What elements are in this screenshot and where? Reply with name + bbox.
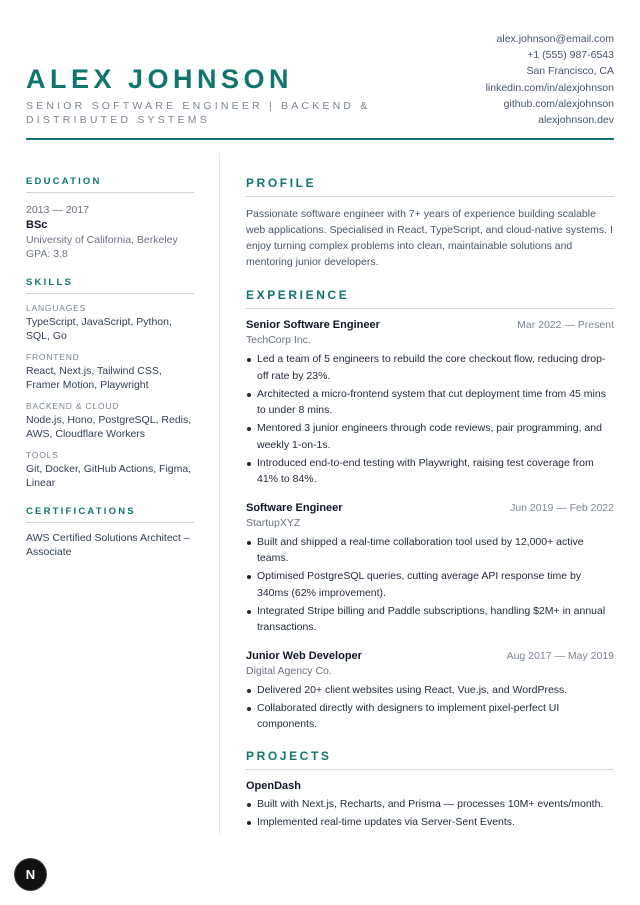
skill-group xyxy=(26,351,194,392)
experience-heading: EXPERIENCE xyxy=(246,288,614,309)
contact-location: San Francisco, CA xyxy=(526,65,614,78)
contact-website[interactable]: alexjohnson.dev xyxy=(538,114,614,127)
column-divider xyxy=(219,153,220,835)
skill-group-label: BACKEND & CLOUD xyxy=(26,401,120,411)
education-school: University of California, Berkeley xyxy=(26,234,178,246)
job-entry xyxy=(246,502,614,636)
job-dates: Aug 2017 — May 2019 xyxy=(506,649,614,662)
job-bullet: Integrated Stripe billing and Paddle subscriptions, handling $2M+ in annual transactions. xyxy=(246,603,614,636)
job-entry xyxy=(246,650,614,733)
job-company: TechCorp Inc. xyxy=(246,334,311,346)
skill-group xyxy=(26,400,194,441)
job-bullet: Introduced end-to-end testing with Playwright, raising test coverage from 41% to 84%. xyxy=(246,455,614,488)
sidebar-column xyxy=(26,176,194,559)
job-bullets xyxy=(246,682,614,733)
education-section xyxy=(26,176,194,261)
skill-group-items: Git, Docker, GitHub Actions, Figma, Linear xyxy=(26,463,192,489)
project-name: OpenDash xyxy=(246,779,302,792)
job-title: Junior Web Developer xyxy=(246,649,362,662)
job-header xyxy=(246,650,614,662)
contact-github[interactable]: github.com/alexjohnson xyxy=(503,97,614,110)
job-header xyxy=(246,319,614,331)
skill-group-items: TypeScript, JavaScript, Python, SQL, Go xyxy=(26,316,172,342)
skill-group-label: FRONTEND xyxy=(26,352,80,362)
certifications-heading: CERTIFICATIONS xyxy=(26,506,194,523)
education-years: 2013 — 2017 xyxy=(26,204,90,216)
job-title: Software Engineer xyxy=(246,501,343,514)
education-heading: EDUCATION xyxy=(26,176,194,193)
profile-text: Passionate software engineer with 7+ years of experience building scalable web applications. Specialised in React, TypeScript, and cloud-native systems. I enjoy turning complex problems into clean, maintainable solutions and mentoring junior developers. xyxy=(246,208,613,268)
skill-group-label: LANGUAGES xyxy=(26,303,87,313)
project-bullets xyxy=(246,796,614,831)
candidate-name: ALEX JOHNSON xyxy=(26,64,294,94)
skill-group xyxy=(26,449,194,490)
experience-section xyxy=(246,288,614,733)
project-entry xyxy=(246,780,614,831)
job-bullets xyxy=(246,534,614,636)
resume-header xyxy=(26,0,614,140)
candidate-title: SENIOR SOFTWARE ENGINEER | BACKEND & DISTRIBUTED SYSTEMS xyxy=(26,100,371,126)
job-title: Senior Software Engineer xyxy=(246,319,380,331)
education-degree: BSc xyxy=(26,219,48,231)
certification-item: AWS Certified Solutions Architect – Associate xyxy=(26,532,190,558)
skill-group-items: React, Next.js, Tailwind CSS, Framer Motion, Playwright xyxy=(26,365,162,391)
nextjs-logo-icon[interactable] xyxy=(15,859,46,890)
job-bullet: Delivered 20+ client websites using React, Vue.js, and WordPress. xyxy=(246,682,614,699)
job-dates: Jun 2019 — Feb 2022 xyxy=(510,501,614,514)
projects-section xyxy=(246,749,614,831)
skill-group-items: Node.js, Hono, PostgreSQL, Redis, AWS, Cloudflare Workers xyxy=(26,414,192,440)
skills-heading: SKILLS xyxy=(26,277,194,294)
contact-email[interactable]: alex.johnson@email.com xyxy=(496,33,614,45)
job-header xyxy=(246,502,614,514)
main-column xyxy=(246,176,614,832)
job-bullet: Built and shipped a real-time collaboration tool used by 12,000+ active teams. xyxy=(246,534,614,567)
education-gpa: GPA: 3.8 xyxy=(26,248,68,260)
project-bullet: Built with Next.js, Recharts, and Prisma — processes 10M+ events/month. xyxy=(246,796,614,813)
job-bullet: Architected a micro-frontend system that cut deployment time from 45 mins to under 8 mins. xyxy=(246,386,614,419)
job-dates: Mar 2022 — Present xyxy=(517,319,614,331)
contact-linkedin[interactable]: linkedin.com/in/alexjohnson xyxy=(485,81,614,94)
contact-phone[interactable]: +1 (555) 987-6543 xyxy=(527,49,614,62)
education-entry xyxy=(26,203,194,261)
job-company: StartupXYZ xyxy=(246,516,301,529)
job-bullet: Mentored 3 junior engineers through code reviews, pair programming, and weekly 1-on-1s. xyxy=(246,420,614,453)
contact-block xyxy=(486,31,614,128)
job-bullet: Collaborated directly with designers to implement pixel-perfect UI components. xyxy=(246,700,614,733)
project-bullet: Implemented real-time updates via Server-Sent Events. xyxy=(246,814,614,831)
job-bullets xyxy=(246,351,614,488)
projects-heading: PROJECTS xyxy=(246,749,614,770)
job-company: Digital Agency Co. xyxy=(246,664,332,677)
skill-group xyxy=(26,302,194,343)
profile-section xyxy=(246,176,614,270)
skill-group-label: TOOLS xyxy=(26,450,59,460)
job-bullet: Led a team of 5 engineers to rebuild the core checkout flow, reducing drop-off rate by 23%. xyxy=(246,351,614,384)
certifications-section xyxy=(26,506,194,559)
skills-section xyxy=(26,277,194,490)
job-bullet: Optimised PostgreSQL queries, cutting average API response time by 340ms (62% improvement). xyxy=(246,568,614,601)
nextjs-badge-letter: N xyxy=(25,867,36,882)
profile-heading: PROFILE xyxy=(246,176,614,197)
job-entry xyxy=(246,319,614,488)
